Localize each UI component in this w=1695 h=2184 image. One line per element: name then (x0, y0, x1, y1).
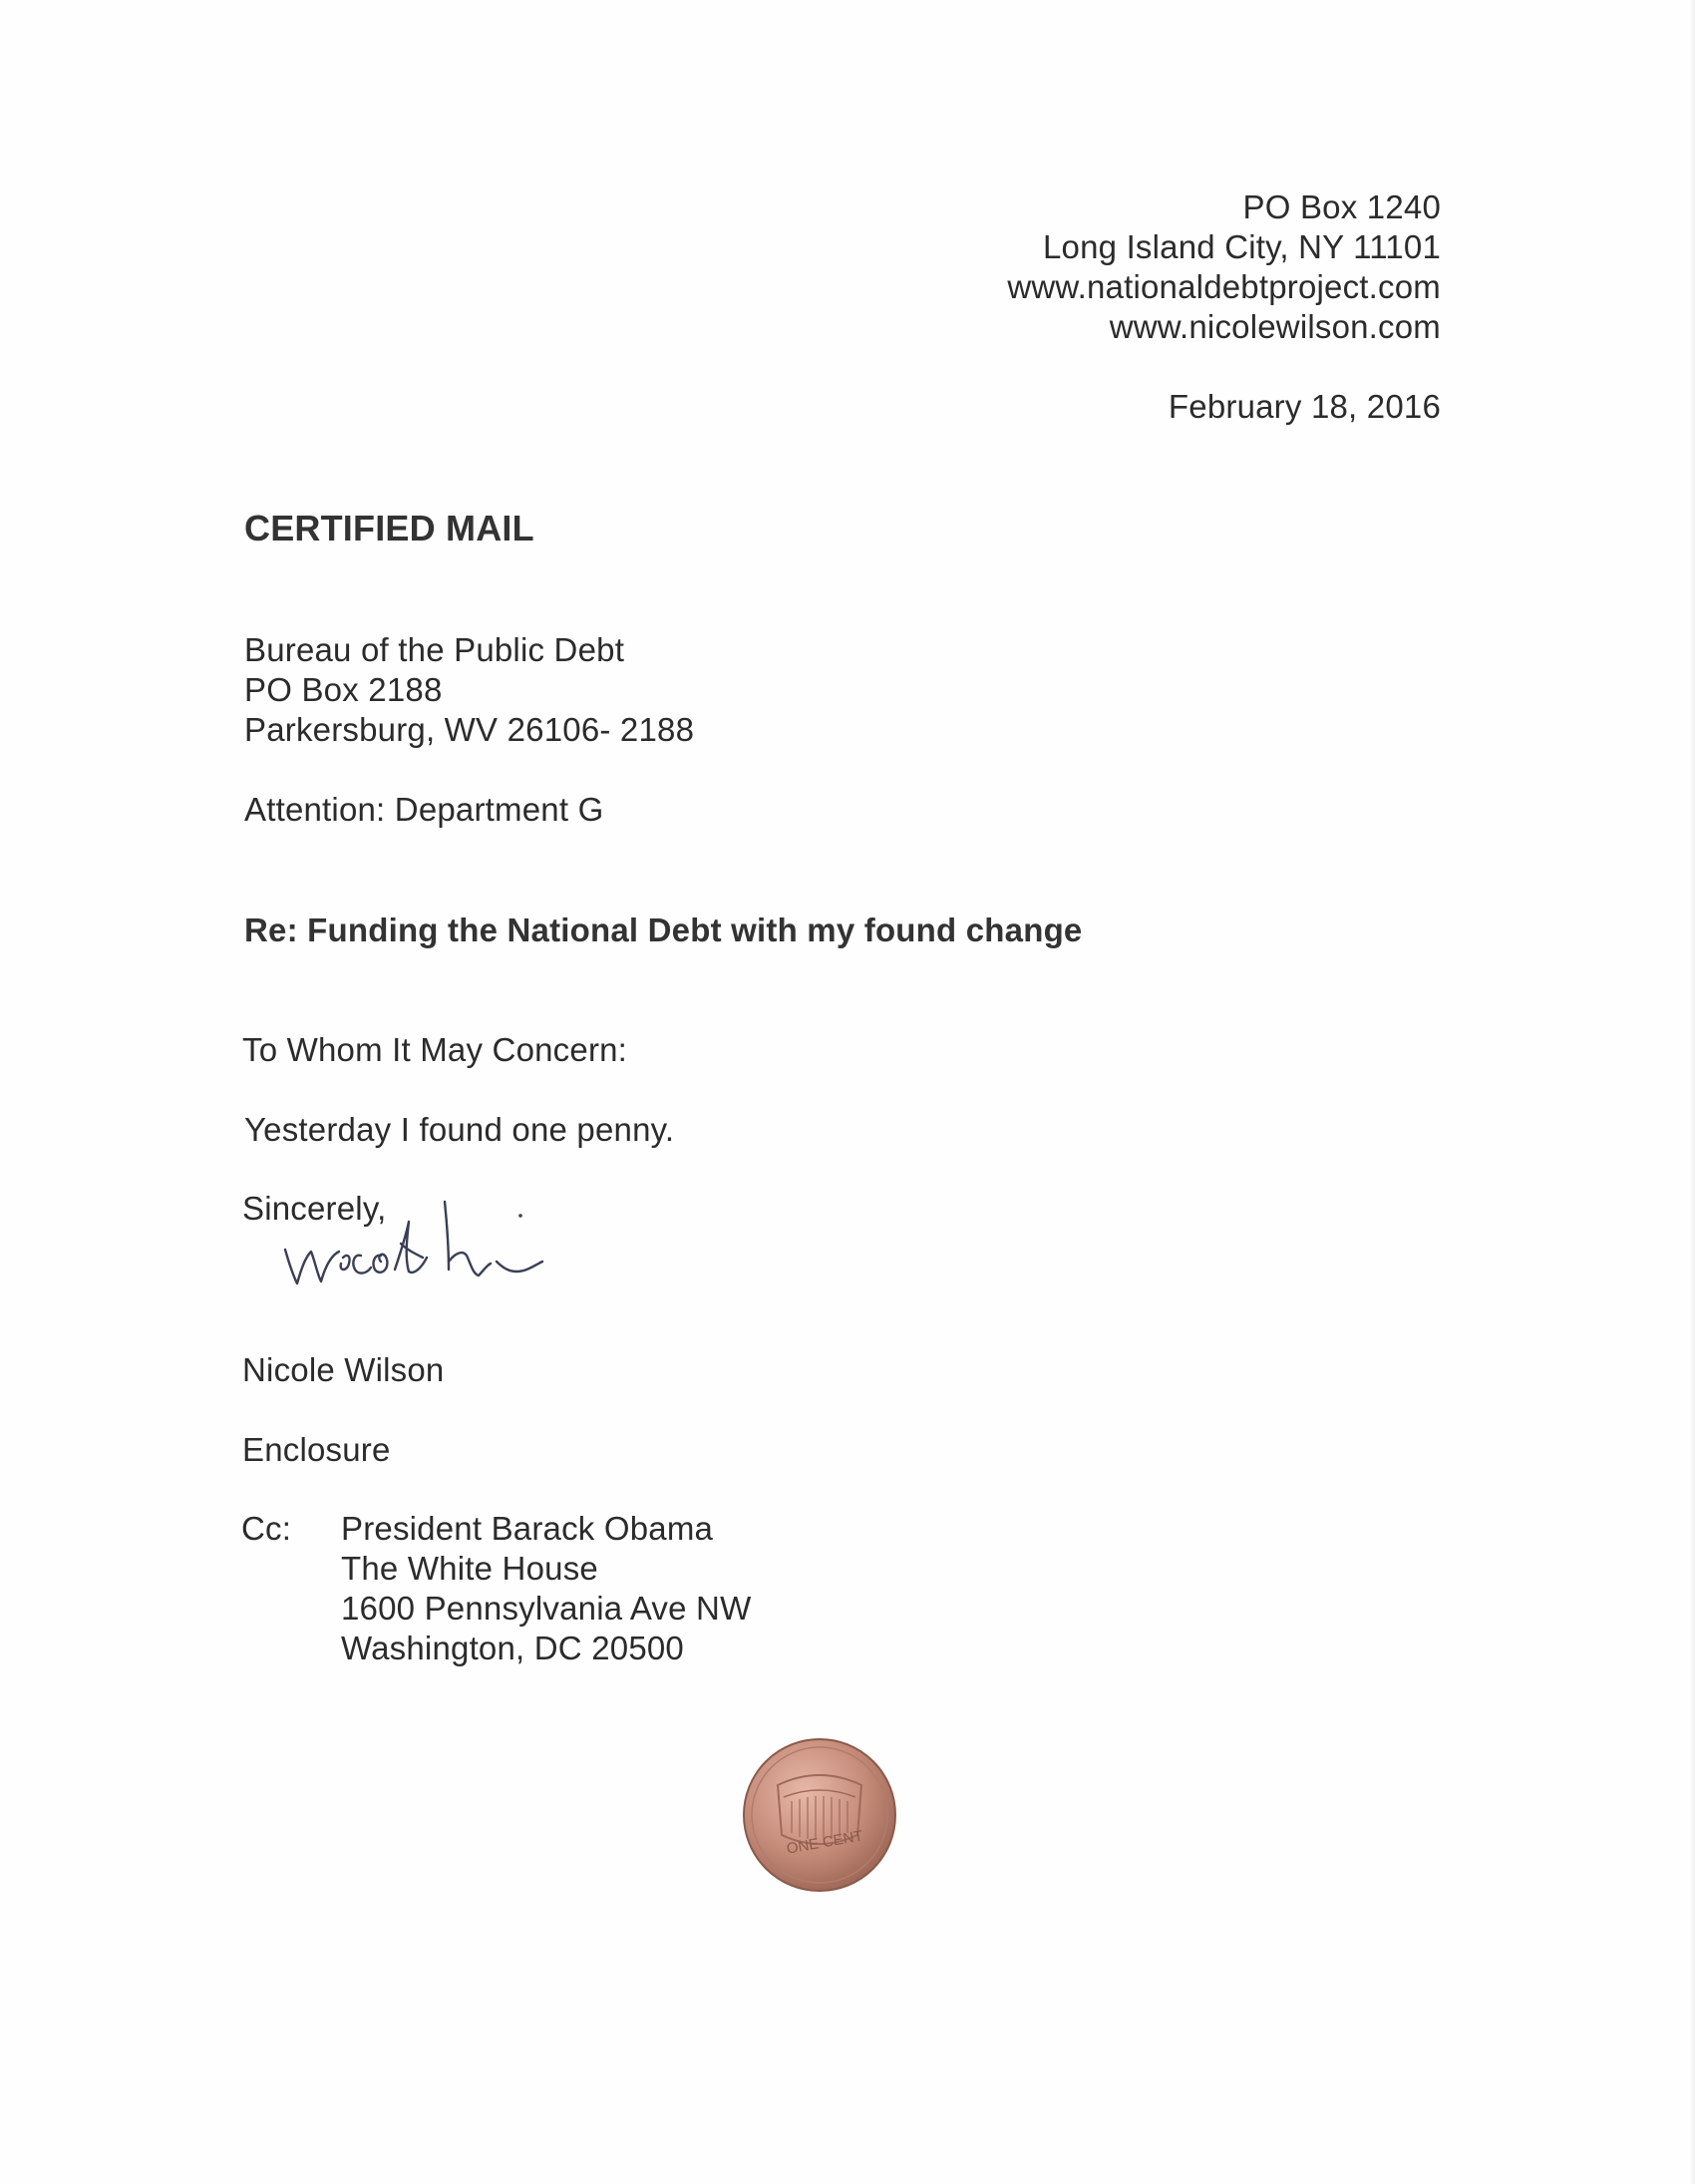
certified-mail-heading: CERTIFIED MAIL (244, 508, 534, 548)
recipient-address-line2: Parkersburg, WV 26106- 2188 (244, 711, 695, 748)
sender-website-2: www.nicolewilson.com (1109, 308, 1441, 345)
penny-image (740, 1735, 899, 1895)
handwritten-signature (277, 1192, 626, 1311)
cc-address-line2: 1600 Pennsylvania Ave NW (341, 1590, 752, 1627)
salutation: To Whom It May Concern: (242, 1031, 628, 1068)
sender-address-line2: Long Island City, NY 11101 (1042, 228, 1441, 265)
cc-address-line1: The White House (341, 1550, 598, 1587)
letter-body: Yesterday I found one penny. (244, 1111, 675, 1148)
scan-edge (1689, 0, 1695, 2184)
sender-website-1: www.nationaldebtproject.com (1007, 268, 1441, 305)
enclosure-notation: Enclosure (242, 1431, 391, 1468)
subject-line: Re: Funding the National Debt with my found change (244, 911, 1083, 948)
recipient-address-line1: PO Box 2188 (244, 671, 443, 708)
penny-one-cent-text: ONE CENT (785, 1827, 864, 1858)
cc-label: Cc: (241, 1510, 292, 1547)
closing: Sincerely, (242, 1190, 387, 1227)
sender-address-line1: PO Box 1240 (1242, 188, 1441, 225)
letter-date: February 18, 2016 (1168, 388, 1441, 425)
recipient-attention: Attention: Department G (244, 791, 604, 828)
cc-address-line3: Washington, DC 20500 (341, 1630, 684, 1666)
cc-name: President Barack Obama (341, 1510, 714, 1547)
signatory-name: Nicole Wilson (242, 1351, 445, 1388)
recipient-name: Bureau of the Public Debt (244, 631, 625, 668)
